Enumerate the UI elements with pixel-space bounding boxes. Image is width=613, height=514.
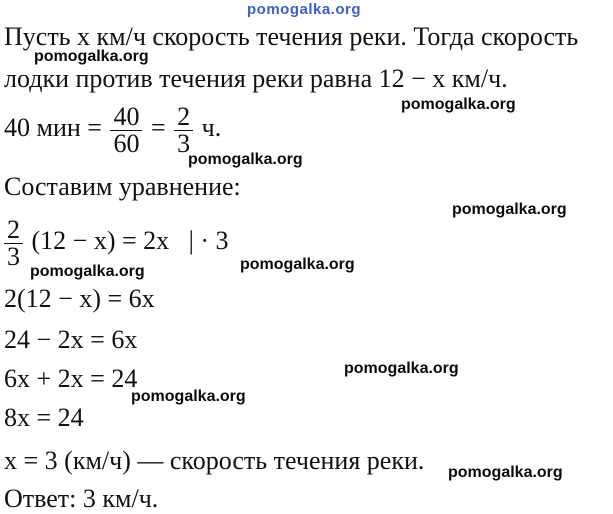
fraction-denominator: 3 [7,241,20,271]
watermark: pomogalka.org [34,48,149,65]
solution-line-7: 24 − 2x = 6x [4,325,138,354]
fraction-40-60 [110,101,142,158]
solution-line-5 [4,215,229,270]
watermark: pomogalka.org [448,464,563,481]
fraction-denominator: 60 [113,128,140,158]
site-watermark: pomogalka.org [247,1,362,18]
fraction-numerator: 2 [174,104,193,131]
solution-line-3 [4,102,221,157]
watermark: pomogalka.org [344,360,459,377]
fraction-denominator: 3 [177,128,191,158]
fraction-numerator: 40 [110,104,142,131]
solution-line-2: лодки против течения реки равна 12 − x км/ч. [4,64,508,93]
solution-line-6: 2(12 − x) = 6x [4,284,155,313]
solution-line-9: 8x = 24 [4,403,84,432]
watermark: pomogalka.org [131,388,246,405]
fraction-2-3 [174,101,193,158]
watermark: pomogalka.org [30,263,145,280]
time-expression: 40 мин = [4,113,102,142]
watermark: pomogalka.org [240,256,355,273]
solution-line-8: 6x + 2x = 24 [4,364,138,393]
solution-line-1: Пусть x км/ч скорость течения реки. Тогда скорость [4,22,579,51]
watermark: pomogalka.org [452,201,567,218]
fraction-2-3 [4,214,23,271]
fraction-numerator: 2 [4,217,23,244]
hour-unit: ч. [201,113,222,142]
watermark: pomogalka.org [401,96,516,113]
solution-line-4: Составим уравнение: [4,172,241,201]
equation-rest: (12 − x) = 2x | · 3 [31,226,229,255]
answer-line: Ответ: 3 км/ч. [4,484,159,513]
equals-sign: = [150,113,166,142]
solution-line-10: x = 3 (км/ч) — скорость течения реки. [4,446,425,475]
watermark: pomogalka.org [188,151,303,168]
